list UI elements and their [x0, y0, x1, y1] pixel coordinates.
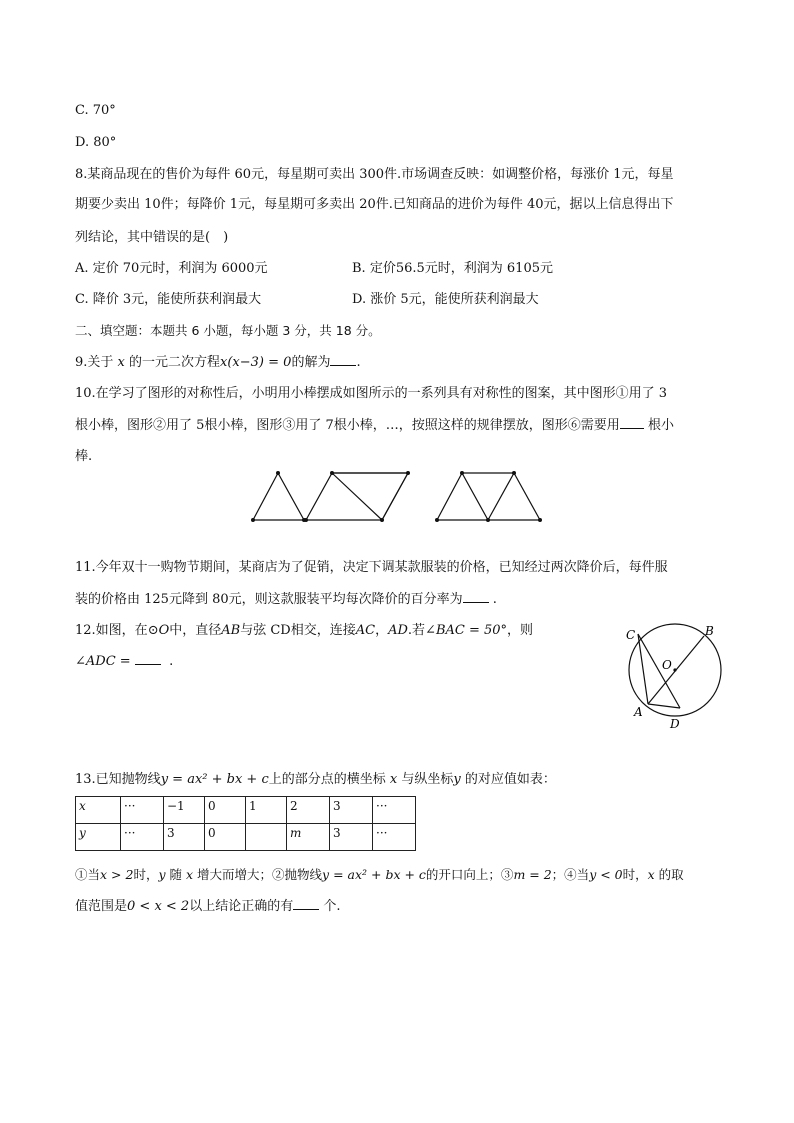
q13-l3d: 增大而增大；②抛物线 [193, 867, 323, 882]
q12-e: 与弦 CD相交，连接 [240, 623, 356, 638]
q13-c: 与纵坐标 [397, 772, 454, 787]
figure-1-triangle [253, 473, 304, 520]
segment-ad [648, 704, 680, 708]
q8-option-a: A. 定价 70元时，利润为 6000元 [75, 261, 268, 276]
option-d-prev: D. 80° [75, 135, 117, 150]
q9-end: . [356, 355, 361, 370]
table-cell: 0 [205, 824, 246, 851]
q13-l3e: 的开口向上；③ [425, 867, 514, 882]
q8-line3: 列结论，其中错误的是( ) [75, 230, 229, 245]
label-o: O [662, 658, 672, 672]
q10-triangle-figures [248, 467, 548, 527]
table-cell: ··· [373, 797, 416, 824]
table-cell: ··· [373, 824, 416, 851]
table-cell [246, 824, 287, 851]
q13-equation: y = ax² + bx + c [160, 772, 269, 787]
q8-line1: 8.某商品现在的售价为每件 60元，每星期可卖出 300件.市场调查反映：如调整价格，每涨价 1元，每星 [75, 167, 674, 182]
table-cell: x [76, 797, 121, 824]
q10-line2b: 根小 [647, 418, 674, 433]
q8-option-d: D. 涨价 5元，能使所获利润最大 [352, 292, 539, 307]
q10-line2a: 根小棒，图形②用了 5根小棒，图形③用了 7根小棒，…，按照这样的规律摆放，图形⑥需要用 [75, 418, 620, 433]
q10-line1: 10.在学习了图形的对称性后，小明用小棒摆成如图所示的一系列具有对称性的图案，其中图形①用了 3 [75, 386, 668, 401]
q13-l4c: 个. [323, 899, 341, 914]
q13-x: x [389, 772, 398, 787]
q12-ab: AB [221, 623, 241, 638]
table-cell: ··· [121, 797, 164, 824]
q12-answer-blank[interactable] [135, 652, 161, 665]
q13-line4 [75, 897, 341, 916]
chord-cd-left [638, 634, 648, 704]
q10-line3: 棒. [75, 449, 93, 464]
table-cell: −1 [164, 797, 205, 824]
q13-value-table [75, 796, 416, 851]
table-cell: y [76, 824, 121, 851]
table-cell: 3 [330, 824, 373, 851]
q13-l3f: ；④当 [551, 867, 590, 882]
table-cell: 2 [287, 797, 330, 824]
q9-var: x [117, 355, 125, 370]
q13-d: 的对应值如表： [460, 772, 556, 787]
q13-l3a: ①当 [75, 867, 101, 882]
table-cell: 3 [164, 824, 205, 851]
label-d: D [670, 717, 680, 731]
q13-l3g: 时， [622, 867, 648, 882]
table-cell: m [287, 824, 330, 851]
q13-cond1: x > 2 [100, 867, 134, 882]
q13-cond3: 0 < x < 2 [127, 899, 190, 914]
q12-angle-bac: ∠BAC = 50° [425, 623, 508, 638]
q12-c: 中，直径 [169, 623, 222, 638]
q13-x2: x [185, 867, 194, 882]
table-row [76, 797, 416, 824]
q12-a: 12.如图，在 [75, 623, 148, 638]
table-cell: 1 [246, 797, 287, 824]
figure-2-shape [306, 473, 408, 520]
q13-equation-2: y = ax² + bx + c [322, 867, 426, 882]
q9-equation: x(x−3) = 0 [220, 355, 292, 370]
table-cell: ··· [121, 824, 164, 851]
option-c-prev: C. 70° [75, 103, 116, 118]
q9-post: 的解为 [291, 355, 331, 370]
q11-line1: 11.今年双十一购物节期间，某商店为了促销，决定下调某款服装的价格，已知经过两次降价后，每件服 [75, 560, 668, 575]
q9-answer-blank[interactable] [330, 353, 356, 366]
table-cell: 3 [330, 797, 373, 824]
q11-end: . [492, 592, 497, 607]
q12-circle: ⊙O [147, 623, 170, 638]
q13-a: 13.已知抛物线 [75, 772, 161, 787]
q8-line2: 期要少卖出 10件；每降价 1元，每星期可多卖出 20件.已知商品的进价为每件 40元，据以上信息得出下 [75, 197, 674, 212]
q13-line3 [75, 866, 684, 884]
center-o [673, 668, 676, 671]
q8-option-c: C. 降价 3元，能使所获利润最大 [75, 292, 262, 307]
q13-l3b: 时， [133, 867, 159, 882]
q12-line1 [75, 622, 533, 640]
q13-b: 上的部分点的横坐标 [268, 772, 390, 787]
q13-l3h: 的取 [654, 867, 684, 882]
q13-l4b: 以上结论正确的有 [189, 899, 294, 914]
q11-line2 [75, 590, 497, 609]
chord-cd [638, 634, 680, 708]
label-a: A [634, 705, 643, 719]
q9 [75, 353, 361, 372]
q13-line1 [75, 771, 556, 789]
q12-i: .若 [407, 623, 426, 638]
label-b: B [705, 624, 714, 638]
section-heading: 二、填空题：本题共 6 小题，每小题 3 分，共 18 分。 [75, 323, 381, 338]
q12-ac: AC [355, 623, 376, 638]
q9-pre: 9.关于 [75, 355, 118, 370]
q13-x3: x [647, 867, 655, 882]
q12-ad: AD [388, 623, 408, 638]
q8-options-ab [75, 260, 268, 278]
table-cell: 0 [205, 797, 246, 824]
q12-angle-adc: ∠ADC = [75, 654, 131, 669]
q12-line2 [75, 652, 173, 671]
q8-option-b: B. 定价56.5元时，利润为 6105元 [352, 261, 553, 276]
figure-3-left [437, 473, 488, 520]
q11-answer-blank[interactable] [463, 590, 489, 603]
q10-answer-blank[interactable] [620, 416, 644, 429]
q13-cond2: y < 0 [589, 867, 623, 882]
q13-l4a: 值范围是 [75, 899, 128, 914]
q11-line2a: 装的价格由 125元降到 80元，则这款服装平均每次降价的百分率为 [75, 592, 463, 607]
q13-m: m = 2 [513, 867, 552, 882]
q13-l3c: 随 [165, 867, 186, 882]
table-row [76, 824, 416, 851]
q13-y2: y [158, 867, 166, 882]
label-c: C [626, 628, 636, 642]
q10-line2 [75, 416, 674, 435]
q13-y: y [453, 772, 461, 787]
q12-g: ， [375, 623, 389, 638]
q12-k: ，则 [507, 623, 534, 638]
q12-circle-diagram [620, 622, 750, 734]
q12-end: . [169, 654, 174, 669]
q13-answer-blank[interactable] [293, 897, 319, 910]
q9-mid: 的一元二次方程 [124, 355, 221, 370]
